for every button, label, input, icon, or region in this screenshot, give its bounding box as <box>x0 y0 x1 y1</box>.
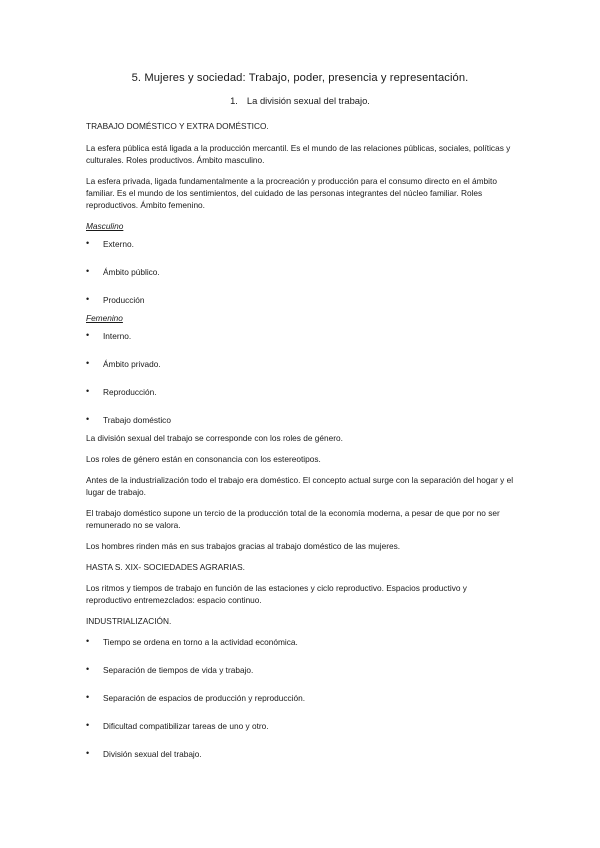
list-item: • Separación de espacios de producción y reproducción. <box>86 692 514 704</box>
label-masculino: Masculino <box>86 220 124 231</box>
heading-industrializacion: INDUSTRIALIZACIÓN. <box>86 616 172 627</box>
list-item: • Ámbito público. <box>86 266 514 278</box>
section-subtitle <box>86 94 514 108</box>
list-item: • Producción <box>86 294 514 306</box>
label-femenino: Femenino <box>86 313 123 324</box>
list-industrializacion <box>86 636 514 760</box>
paragraph: La división sexual del trabajo se corresponde con los roles de género. <box>86 433 343 444</box>
subtitle-text: La división sexual del trabajo. <box>246 95 370 107</box>
paragraph: El trabajo doméstico supone un tercio de la producción total de la economía moderna, a pesar de que por no ser remunerado no se valora. <box>86 508 500 531</box>
heading-sociedades-agrarias: HASTA S. XIX- SOCIEDADES AGRARIAS. <box>86 562 245 573</box>
paragraph-esfera-publica: La esfera pública está ligada a la producción mercantil. Es el mundo de las relaciones públicas, sociales, políticas y culturales. Roles productivos. Ámbito masculino. <box>86 142 511 165</box>
paragraph: Los roles de género están en consonancia con los estereotipos. <box>86 454 321 465</box>
paragraph-agrarias: Los ritmos y tiempos de trabajo en función de las estaciones y ciclo reproductivo. Espacios productivo y reproductivo entremezclados: espacio continuo. <box>86 583 467 606</box>
list-item: • División sexual del trabajo. <box>86 748 514 760</box>
paragraph: Los hombres rinden más en sus trabajos gracias al trabajo doméstico de las mujeres. <box>86 541 401 552</box>
subtitle-number: 1. <box>230 95 238 107</box>
document-title: 5. Mujeres y sociedad: Trabajo, poder, presencia y representación. <box>131 72 469 84</box>
list-item: • Tiempo se ordena en torno a la actividad económica. <box>86 636 514 648</box>
list-femenino <box>86 330 514 426</box>
list-masculino <box>86 238 514 306</box>
paragraph: Antes de la industrialización todo el trabajo era doméstico. El concepto actual surge con la separación del hogar y el lugar de trabajo. <box>86 475 514 498</box>
list-item: • Ámbito privado. <box>86 358 514 370</box>
heading-trabajo-domestico: TRABAJO DOMÉSTICO Y EXTRA DOMÉSTICO. <box>86 120 269 131</box>
list-item: • Interno. <box>86 330 514 342</box>
list-item: • Externo. <box>86 238 514 250</box>
list-item: • Trabajo doméstico <box>86 414 514 426</box>
list-item: • Dificultad compatibilizar tareas de uno y otro. <box>86 720 514 732</box>
list-item: • Separación de tiempos de vida y trabajo. <box>86 664 514 676</box>
list-item: • Reproducción. <box>86 386 514 398</box>
paragraph-esfera-privada: La esfera privada, ligada fundamentalmente a la procreación y producción para el consumo directo en el ámbito familiar. Es el mundo de los sentimientos, del cuidado de las personas integrantes del núcleo familiar. Roles reproductivos. Ámbito femenino. <box>86 175 497 210</box>
